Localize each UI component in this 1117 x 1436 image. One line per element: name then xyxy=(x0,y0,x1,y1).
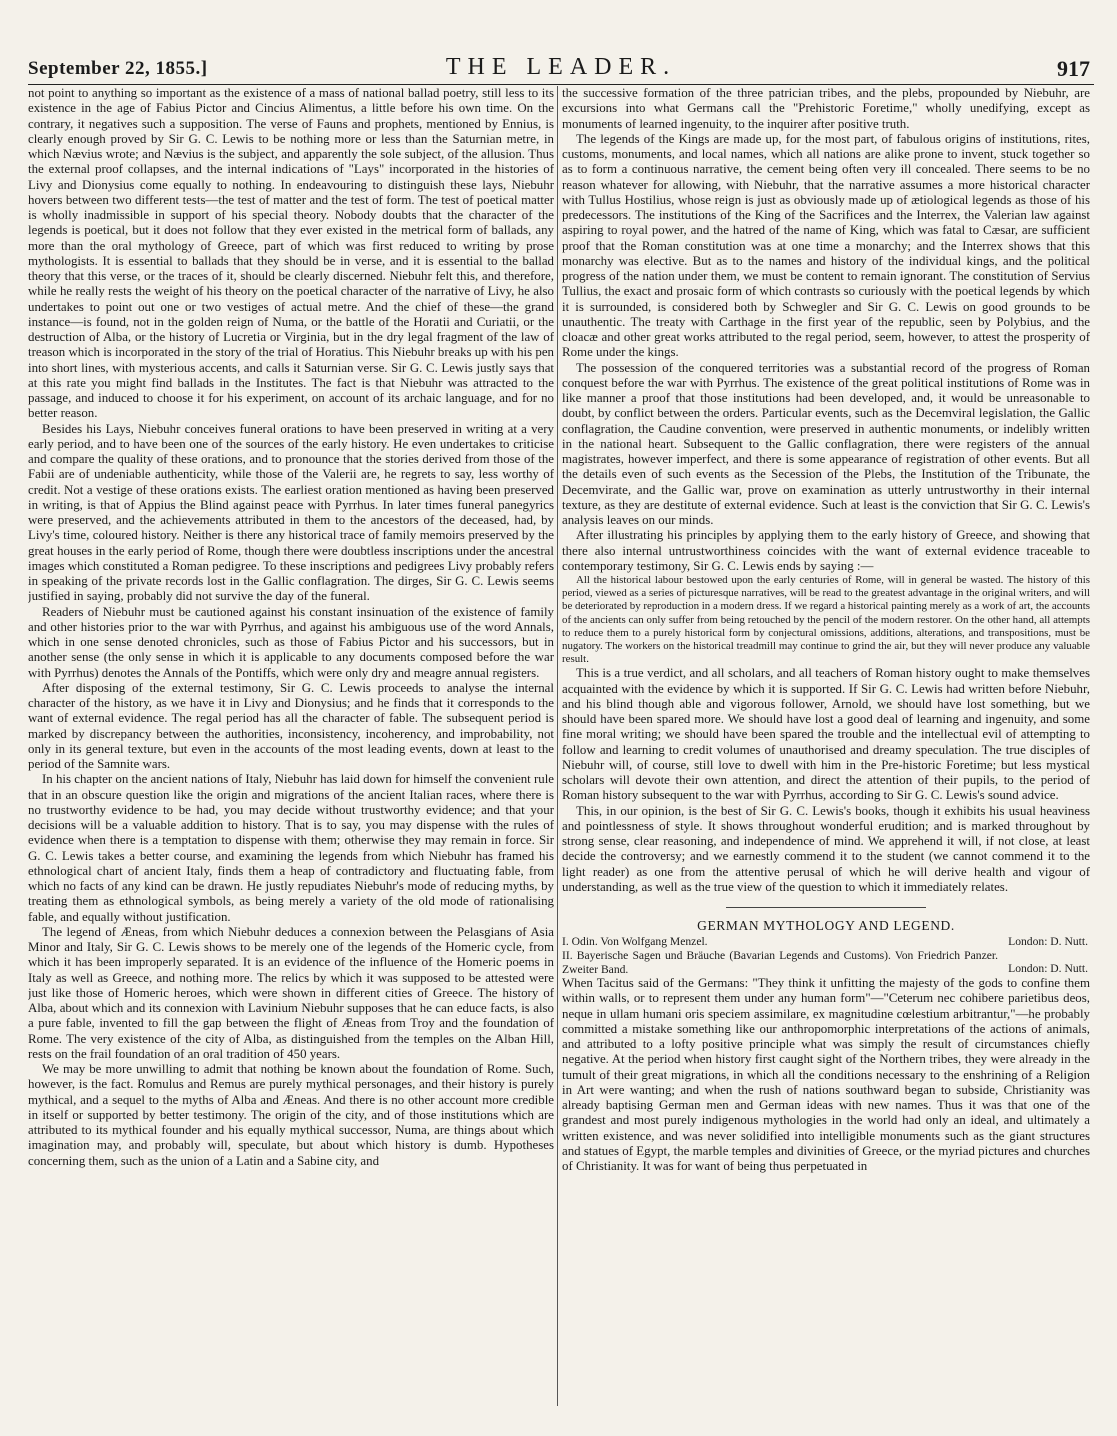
paragraph: After illustrating his principles by applying them to the early history of Greece, and showing that there also internal untrustworthiness coincides with the want of external evidence traceable to contemporary testimony, Sir G. C. Lewis ends by saying :— xyxy=(562,528,1090,573)
paragraph: We may be more unwilling to admit that nothing be known about the foundation of Rome. Such, however, is the fact. Romulus and Remus are purely mythical personages, and their history is purely mythical, and a sequel to the myths of Alba and Æneas. And there is no other account more credible in itself or supported by better testimony. The origin of the city, and of those institutions which are attributed to its mythical founder and his equally mythical successor, Numa, are things about which imagination may, and probably will, speculate, but about which history is dumb. Hypotheses concerning them, such as the union of a Latin and a Sabine city, and xyxy=(28,1062,554,1168)
page-number: 917 xyxy=(1057,56,1090,81)
paragraph: This, in our opinion, is the best of Sir G. C. Lewis's books, though it exhibits his usual heaviness and pointlessness of style. It shows throughout wonderful erudition; and is marked throughout by strong sense, clear reasoning, and independence of mind. We apprehend it will, if not close, at least decide the controversy; and we earnestly commend it to the student (we cannot commend it to the light reader) as one from the attentive perusal of which he will derive health and vigour of understanding, as well as the true view of the question to which it immediately relates. xyxy=(562,803,1090,894)
paragraph: This is a true verdict, and all scholars, and all teachers of Roman history ought to make themselves acquainted with the evidence by which it is supported. If Sir G. C. Lewis had written before Niebuhr, and his blind though able and vigorous follower, Arnold, we should have lost something, but we should have been spared more. We should have lost a good deal of learning and ingenuity, and some fine moral writing; we should have been spared the trouble and the intellectual evil of attempting to follow and learning to credit volumes of unauthorised and dreamy speculation. The true disciples of Niebuhr will, of course, still love to dwell with him in the Pre-historic Foretime; but less mystical scholars will devote their own attention, and direct the attention of their pupils, to the period of Roman history subsequent to the war with Pyrrhus, according to Sir G. C. Lewis's sound advice. xyxy=(562,666,1090,803)
section-divider xyxy=(726,907,926,908)
newspaper-title: THE LEADER. xyxy=(445,54,677,80)
paragraph: The legend of Æneas, from which Niebuhr deduces a connexion between the Pelasgians of Asia Minor and Italy, Sir G. C. Lewis shows to be merely one of the legends of the Homeric cycle, from which it has been improperly separated. It is an evidence of the influence of the Homeric poems in Italy as well as Greece, and nothing more. The relics by which it was supposed to be attested were just like those of Homeric heroes, which were shown in different cities of Greece. The history of Alba, about which and its connexion with Lavinium Niebuhr supposes that he can educe facts, is also a pure fable, invented to fill the gap between the flight of Æneas from Troy and the foundation of Rome. The very existence of the city of Alba, as distinguished from the temples on the Alban Hill, rests on the frail foundation of an oral tradition of 450 years. xyxy=(28,924,554,1061)
left-column xyxy=(28,86,554,1426)
paragraph: Readers of Niebuhr must be cautioned against his constant insinuation of the existence of family and other histories prior to the war with Pyrrhus, and against his ambiguous use of the word Annals, which in one sense denoted chronicles, such as those of Fabius Pictor and his successors, but in another sense (the only sense in which it is applicable to any documents composed before the war with Pyrrhus) denotes the Annals of the Pontiffs, which were only dry and meagre annual registers. xyxy=(28,604,554,680)
right-column xyxy=(562,86,1090,1426)
paragraph: not point to anything so important as the existence of a mass of national ballad poetry, still less to its existence in the age of Fabius Pictor and Cincius Alimentus, a little before his own time. On the contrary, it negatives such a supposition. The verse of Fauns and prophets, mentioned by Ennius, is clearly enough proved by Sir G. C. Lewis to be nothing more or less than the Saturnian metre, in which Nævius wrote; and Nævius is the subject, and apparently the sole subject, of the allusion. Thus the external proof collapses, and the internal indications of "Lays" incorporated in the histories of Livy and Dionysius come equally to nothing. In endeavouring to distinguish these lays, Niebuhr hovers between two different tests—the test of matter and the test of form. The test of poetical matter is wholly inadmissible in support of his special theory. Nobody doubts that the character of the legends is poetical, but it does not follow that they ever existed in the metrical form of ballads, any more than the oral mythology of Greece, part of which was first reduced to writing by prose mythologists. It is essential to ballads that they should be in verse, and it is essential to the ballad theory that this verse, or the traces of it, should be clearly discerned. Niebuhr felt this, and therefore, while he really rests the weight of his theory on the poetical character of the narrative of Livy, he also undertakes to point out one or two vestiges of actual metre. And the chief of these—the grand instance—is found, not in the golden reign of Numa, or the battle of the Horatii and Curiatii, or the destruction of Alba, or the history of Lucretia or Virginia, but in the dry legal fragment of the law of treason which is incorporated in the story of the trial of Horatius. This Niebuhr breaks up with his pen into short lines, with mysterious accents, and calls it Saturnian verse. Sir G. C. Lewis justly says that at this rate you might find ballads in the Institutes. The fact is that Niebuhr was attracted to the passage, and induced to choose it for his experiment, on account of its archaic language, and for no better reason. xyxy=(28,86,554,421)
paragraph: When Tacitus said of the Germans: "They think it unfitting the majesty of the gods to confine them within walls, or to represent them under any human form"—"Ceterum nec cohibere parietibus deos, neque in ullam humani oris speciem assimilare, ex magnitudine cœlestium arbitrantur,"—he probably committed a mistake something like our anthropomorphic interpretations of the actions of animals, and attributed to a lofty positive principle what was simply the result of circumstances chiefly negative. At the period when history first caught sight of the Northern tribes, they were already in the tumult of their great migrations, in which all the conditions necessary to the enshrining of a Religion in Art were wanting; and when the rush of nations southward began to subside, Christianity was already baptising German men and German ideas with new names. Thus it was that one of the grandest and most purely indigenous mythologies in the world had only an ideal, and ultimately a written existence, and was never solidified into intelligible monuments such as the giant structures and statues of Egypt, the marble temples and divinities of Greece, or the myriad pictures and churches of Christianity. It was for want of being thus perpetuated in xyxy=(562,976,1090,1174)
bibliography-entry xyxy=(562,949,1090,976)
bibliography-publisher: London: D. Nutt. xyxy=(1008,935,1088,949)
paragraph: After disposing of the external testimony, Sir G. C. Lewis proceeds to analyse the internal character of the history, as we have it in Livy and Dionysius; and he finds that it corresponds to the want of external evidence. The regal period has all the character of fable. The subsequent period is marked by discrepancy between the authorities, inconsistency, incoherency, and improbability, not only in its general texture, but even in the accounts of the most leading events, down at least to the period of the Samnite wars. xyxy=(28,680,554,771)
block-quote: All the historical labour bestowed upon the early centuries of Rome, will in general be wasted. The history of this period, viewed as a series of picturesque narratives, will be read to the greatest advantage in the original writers, and will be deteriorated by reproduction in a modern dress. If we regard a historical painting merely as a work of art, the accounts of the ancients can only suffer from being retouched by the pencil of the modern restorer. On the other hand, all attempts to reduce them to a purely historical form by conjectural omissions, additions, alterations, and transpositions, must be nugatory. The workers on the historical treadmill may continue to grind the air, but they will never produce any valuable result. xyxy=(562,574,1090,666)
bibliography-publisher: London: D. Nutt. xyxy=(1008,962,1088,976)
paragraph: The legends of the Kings are made up, for the most part, of fabulous origins of institutions, rites, customs, monuments, and local names, which all nations are alike prone to invent, stuck together so as to form a continuous narrative, the cement being often very ill concealed. There seems to be no reason whatever for allowing, with Niebuhr, that the narrative assumes a more historical character with Tullus Hostilius, whose reign is just as obviously made up of ætiological legends as those of his predecessors. The institutions of the King of the Sacrifices and the Interrex, the Valerian law against aspiring to royal power, and the hatred of the name of King, which was fatal to Cæsar, are sufficient proof that the Roman constitution was at one time a monarchy; and the Interrex shows that this monarchy was elective. But as to the names and history of the individual kings, and the political progress of the nation under them, we must be content to remain ignorant. The constitution of Servius Tullius, the exact and prosaic form of which contrasts so curiously with the poetical legends by which it is surrounded, is considered both by Schwegler and Sir G. C. Lewis on good grounds to be unauthentic. The treaty with Carthage in the first year of the republic, seen by Polybius, and the cloacæ and other great works attributed to the regal period, seem, however, to attest the prosperity of Rome under the kings. xyxy=(562,131,1090,360)
bibliography-title: II. Bayerische Sagen und Bräuche (Bavarian Legends and Customs). Von Friedrich Panzer. Zweiter Band. xyxy=(562,949,998,976)
bibliography-title: I. Odin. Von Wolfgang Menzel. xyxy=(562,935,708,949)
paragraph: The possession of the conquered territories was a substantial record of the progress of Roman conquest before the war with Pyrrhus. The existence of the great political institutions of Rome was in like manner a proof that those institutions had been developed, and, it would be unreasonable to doubt, by conflict between the orders. Particular events, such as the Decemviral legislation, the Gallic conflagration, the Caudine convention, were preserved in authentic monuments, or indelibly written in the national heart. Subsequent to the Gallic conflagration, there were registers of the annual magistrates, however imperfect, and there is some appearance of registration of other events. But all the details even of such events as the Secession of the Plebs, the Institution of the Tribunate, the Decemvirate, and the Gallic war, prove on examination as utterly untrustworthy in their internal texture, as they are destitute of external evidence. Such at least is the conviction that Sir G. C. Lewis's analysis leaves on our minds. xyxy=(562,360,1090,527)
issue-date: September 22, 1855.] xyxy=(28,58,208,79)
paragraph: Besides his Lays, Niebuhr conceives funeral orations to have been preserved in writing at a very early period, and to have been one of the sources of the early history. He even undertakes to criticise and compare the quality of these orations, and to pronounce that the stories derived from those of the Fabii are of undeniable authenticity, while those of the Valerii are, he regrets to say, less worthy of credit. Not a vestige of these orations exists. The earliest oration mentioned as having been preserved in writing, is that of Appius the Blind against peace with Pyrrhus. In later times funeral panegyrics were preserved, and the achievements attributed in them to the ancestors of the deceased, had, by Livy's time, coloured history. Neither is there any historical trace of family memoirs preserved by the great houses in the early period of Rome, though there were doubtless inscriptions under the ancestral images which constituted a Roman pedigree. To these inscriptions and pedigrees Livy probably refers in speaking of the private records lost in the Gallic conflagration. The dirges, Sir G. C. Lewis seems justified in saying, probably did not survive the day of the funeral. xyxy=(28,421,554,604)
masthead xyxy=(28,52,1094,85)
paragraph: the successive formation of the three patrician tribes, and the plebs, propounded by Niebuhr, are excursions into what Germans call the "Prehistoric Foretime," wholly unedifying, except as monuments of learned ingenuity, to the inquirer after positive truth. xyxy=(562,86,1090,131)
paragraph: In his chapter on the ancient nations of Italy, Niebuhr has laid down for himself the convenient rule that in an obscure question like the origin and migrations of the ancient Italian races, where there is no trustworthy evidence to be had, you may decide without trustworthy evidence; and that your decisions will be a valuable addition to history. That is to say, you may dispense with the rules of evidence when there is a temptation to dispense with them; otherwise they may remain in force. Sir G. C. Lewis takes a better course, and examining the legends from which Niebuhr has framed his ethnological chart of ancient Italy, finds them a heap of contradictory and fluctuating fable, from which no facts of any kind can be drawn. He justly repudiates Niebuhr's mode of reducing myths, by treating them as ethnological symbols, as being merely a variety of the old mode of rationalising fable, and equally without justification. xyxy=(28,772,554,924)
column-rule xyxy=(557,86,558,1406)
bibliography-entry xyxy=(562,935,1090,949)
section-title: GERMAN MYTHOLOGY AND LEGEND. xyxy=(697,918,955,934)
